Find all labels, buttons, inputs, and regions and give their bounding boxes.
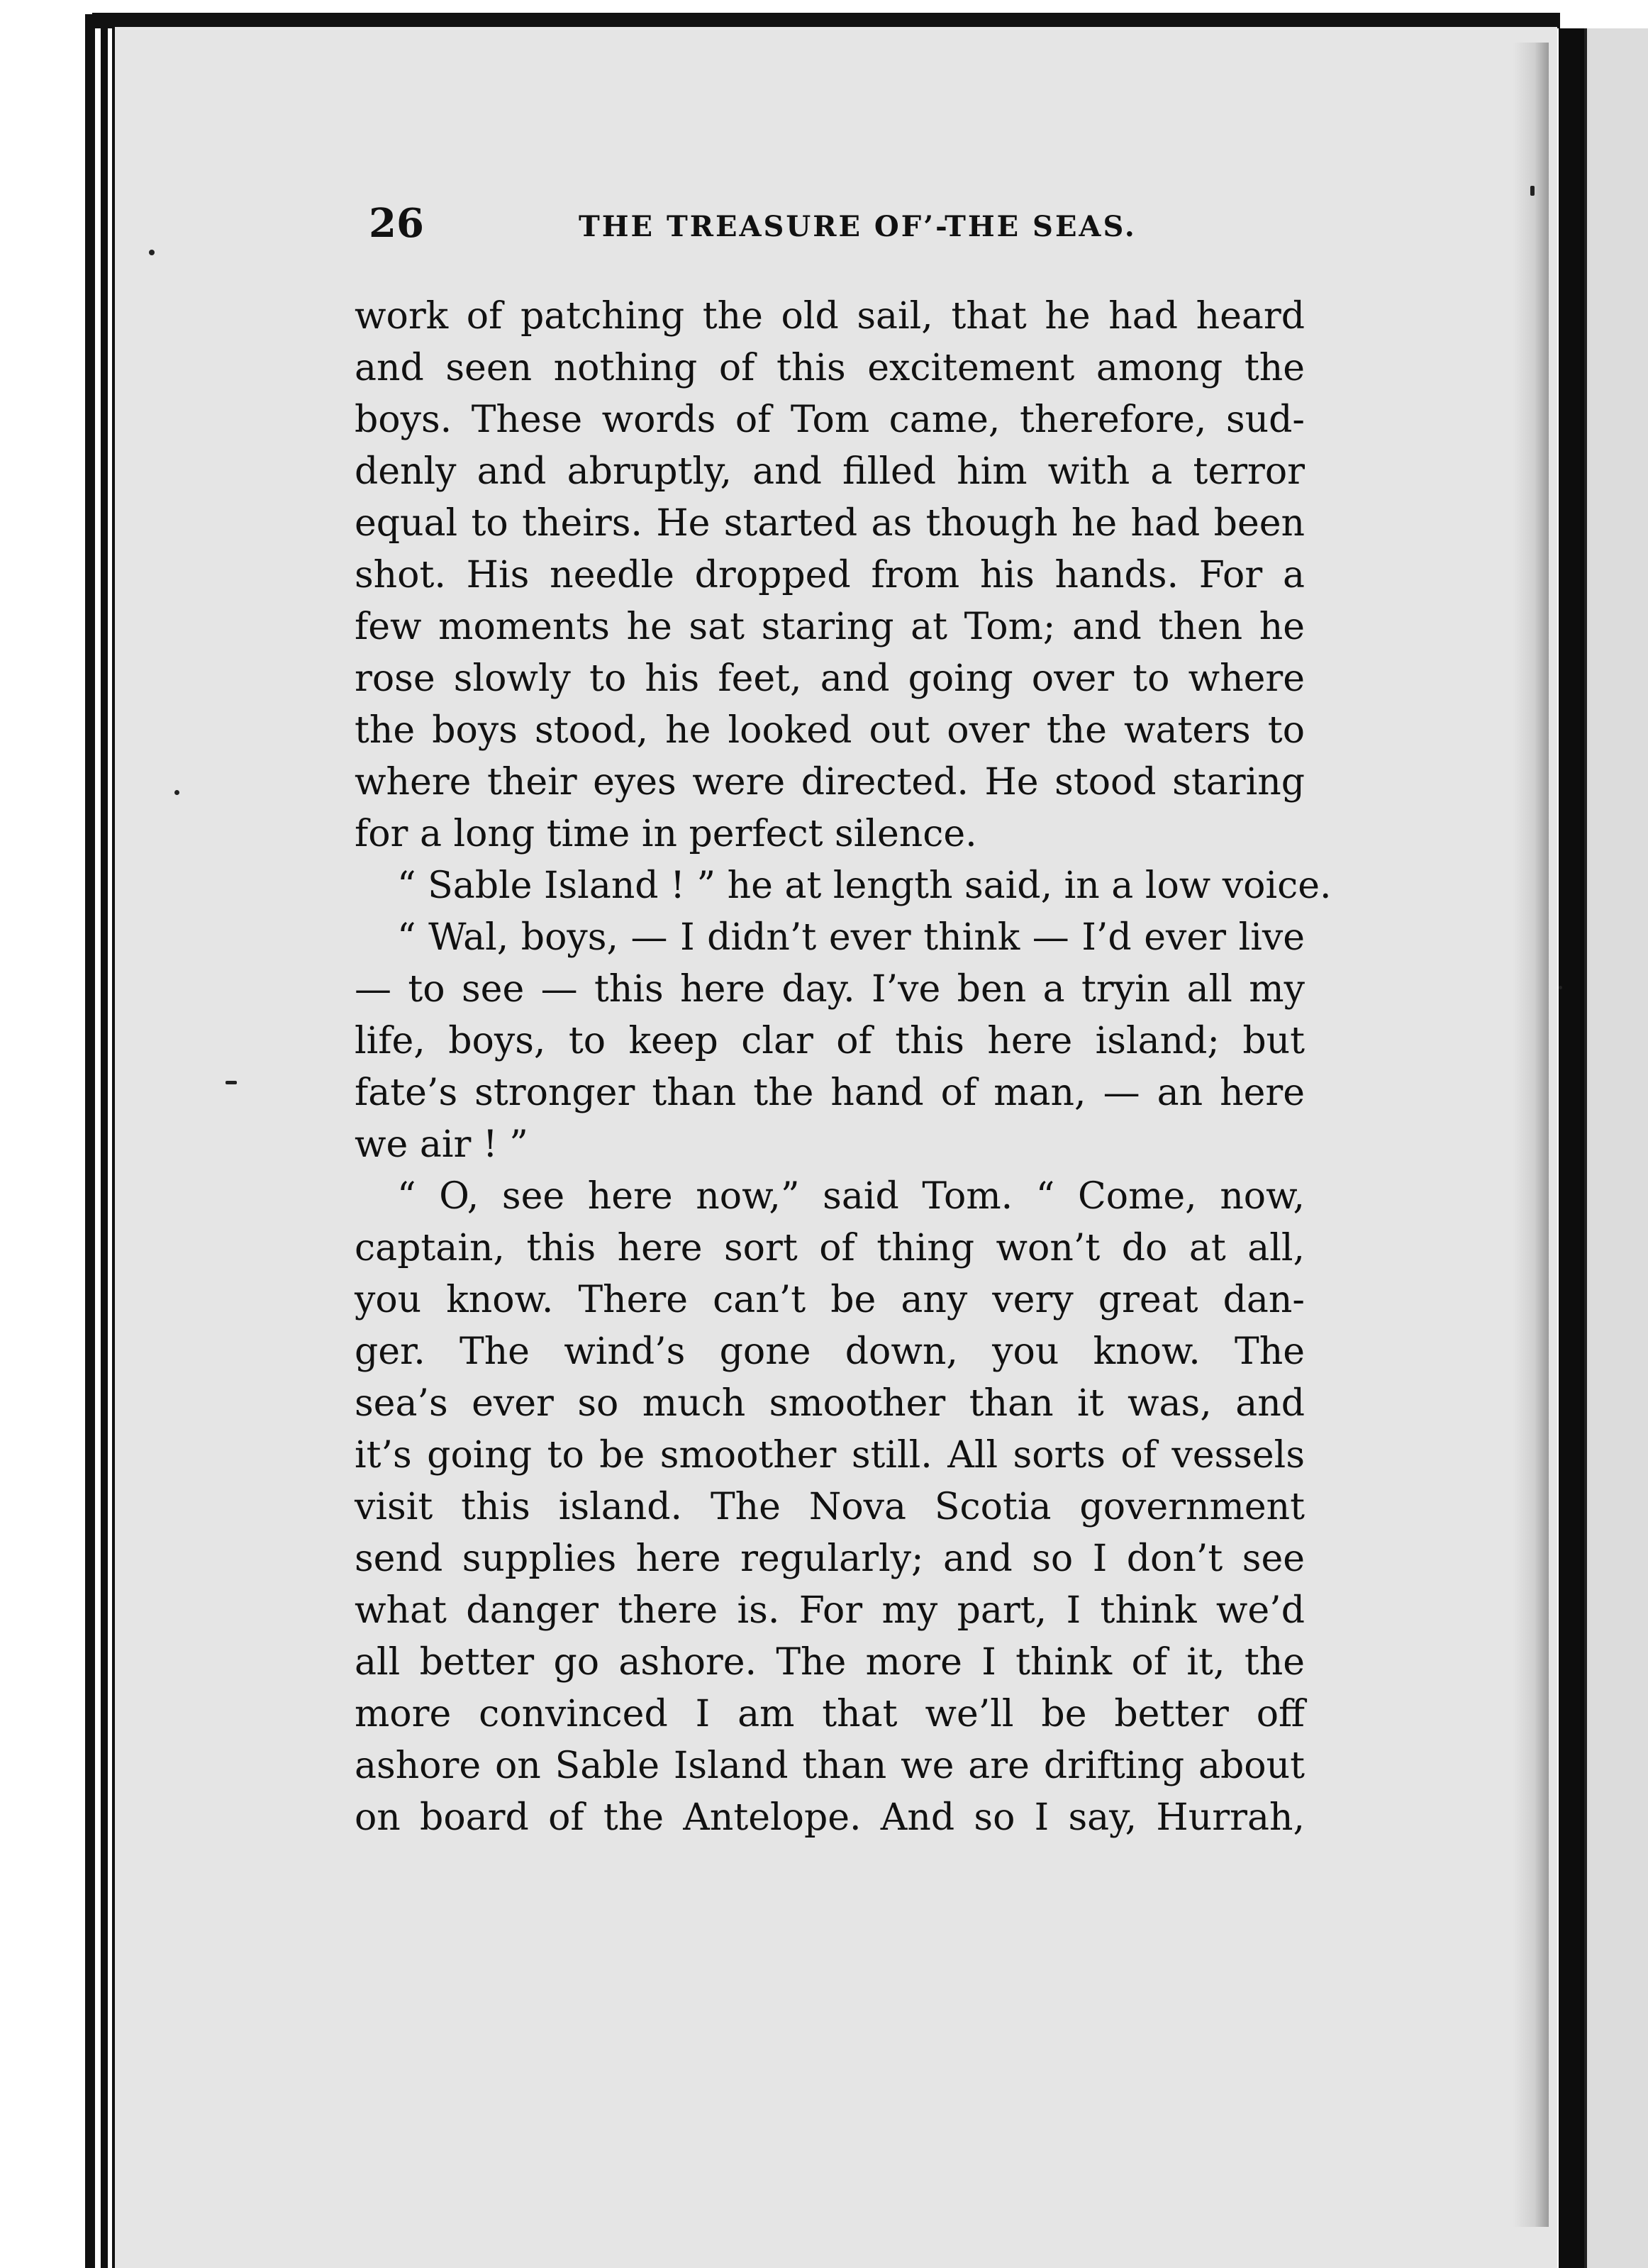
text-line: life, boys, to keep clar of this here island; but bbox=[355, 1020, 1305, 1062]
text-line: we air ! ” bbox=[355, 1123, 528, 1166]
text-line: rose slowly to his feet, and going over to where bbox=[355, 657, 1305, 700]
text-line: few moments he sat staring at Tom; and then he bbox=[355, 606, 1305, 648]
text-line: ger. The wind’s gone down, you know. The bbox=[355, 1330, 1305, 1373]
page-gutter-shadow bbox=[1513, 43, 1549, 2227]
text-line: “ Wal, boys, — I didn’t ever think — I’d ever live bbox=[397, 916, 1305, 959]
text-line: and seen nothing of this excitement among the bbox=[355, 347, 1305, 389]
dust-speck bbox=[174, 790, 179, 795]
text-line: equal to theirs. He started as though he had been bbox=[355, 502, 1305, 545]
text-line: for a long time in perfect silence. bbox=[355, 813, 977, 855]
text-line: — to see — this here day. I’ve ben a tryin all my bbox=[355, 968, 1305, 1011]
text-line: more convinced I am that we’ll be better off bbox=[355, 1693, 1305, 1735]
book-gutter bbox=[1559, 28, 1584, 2268]
text-line: fate’s stronger than the hand of man, — an here bbox=[355, 1072, 1305, 1114]
left-page-edge bbox=[85, 14, 95, 2268]
dust-speck bbox=[149, 250, 155, 255]
text-line: it’s going to be smoother still. All sorts of vessels bbox=[355, 1434, 1305, 1477]
page-header bbox=[369, 200, 1319, 250]
dust-speck bbox=[1559, 986, 1562, 989]
text-line: “ O, see here now,” said Tom. “ Come, now, bbox=[397, 1175, 1305, 1218]
text-line: where their eyes were directed. He stood staring bbox=[355, 761, 1305, 804]
text-line: send supplies here regularly; and so I don’t see bbox=[355, 1538, 1305, 1580]
text-line: boys. These words of Tom came, therefore, sud- bbox=[355, 399, 1305, 441]
top-page-edge bbox=[92, 13, 1560, 28]
text-line: all better go ashore. The more I think of it, the bbox=[355, 1641, 1305, 1684]
dust-speck bbox=[1530, 186, 1535, 196]
left-page-edge bbox=[101, 14, 108, 2268]
text-line: on board of the Antelope. And so I say, Hurrah, bbox=[355, 1796, 1305, 1839]
text-line: visit this island. The Nova Scotia government bbox=[355, 1486, 1305, 1528]
dust-speck bbox=[226, 1081, 237, 1084]
body-text bbox=[355, 291, 1332, 1844]
text-line: “ Sable Island ! ” he at length said, in a low voice. bbox=[397, 865, 1332, 907]
page-number: 26 bbox=[369, 200, 424, 247]
text-line: captain, this here sort of thing won’t do at all, bbox=[355, 1227, 1305, 1269]
text-line: sea’s ever so much smoother than it was, and bbox=[355, 1382, 1305, 1425]
text-line: the boys stood, he looked out over the waters to bbox=[355, 709, 1305, 752]
text-line: what danger there is. For my part, I think we’d bbox=[355, 1589, 1305, 1632]
running-title: THE TREASURE OF’-THE SEAS. bbox=[579, 210, 1137, 243]
facing-page-edge bbox=[1584, 28, 1648, 2268]
text-line: ashore on Sable Island than we are drifting about bbox=[355, 1745, 1305, 1787]
text-line: you know. There can’t be any very great dan- bbox=[355, 1279, 1305, 1321]
text-line: denly and abruptly, and filled him with a terror bbox=[355, 450, 1305, 493]
text-line: shot. His needle dropped from his hands. For a bbox=[355, 554, 1305, 596]
text-line: work of patching the old sail, that he had heard bbox=[355, 295, 1305, 338]
